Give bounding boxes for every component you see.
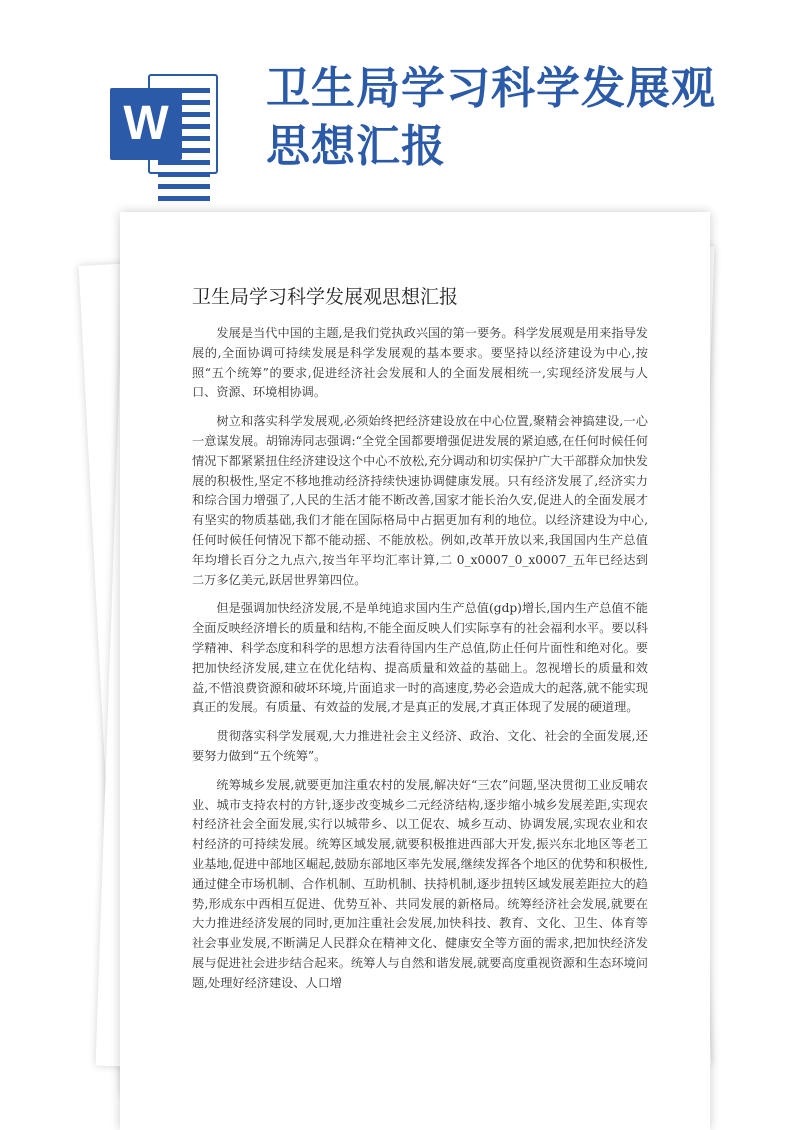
paragraph: 发展是当代中国的主题,是我们党执政兴国的第一要务。科学发展观是用来指导发展的,全面协调可持续发展是科学发展观的基本要求。要坚持以经济建设为中心,按照“五个统筹”的要求,促进经济社会发展和人的全面发展相统一,实现经济发展与人口、资源、环境相协调。: [192, 326, 648, 400]
document-page: [120, 212, 710, 1130]
banner: [0, 0, 800, 200]
document-title: 卫生局学习科学发展观思想汇报: [192, 286, 459, 308]
word-document-icon: [110, 74, 218, 174]
paragraph: 统筹城乡发展,就要更加注重农村的发展,解决好“三农”问题,坚决贯彻工业反哺农业、城市支持农村的方针,逐步改变城乡二元经济结构,逐步缩小城乡发展差距,实现农村经济社会全面发展,实行以城带乡、以工促农、城乡互动、协调发展,实现农业和农村经济的可持续发展。统筹区域发展,就要积极推进西部大开发,振兴东北地区等老工业基地,促进中部地区崛起,鼓励东部地区率先发展,继续发挥各个地区的优势和积极性,通过健全市场机制、合作机制、互助机制、扶持机制,逐步扭转区域发展差距拉大的趋势,形成东中西相互促进、优势互补、共同发展的新格局。统筹经济社会发展,就要在大力推进经济发展的同时,更加注重社会发展,加快科技、教育、文化、卫生、体育等社会事业发展,不断满足人民群众在精神文化、健康安全等方面的需求,把加快经济发展与促进社会进步结合起来。统筹人与自然和谐发展,就要高度重视资源和生态环境问题,处理好经济建设、人口增: [192, 777, 648, 990]
paragraph: 但是强调加快经济发展,不是单纯追求国内生产总值(gdp)增长,国内生产总值不能全面反映经济增长的质量和结构,不能全面反映人们实际享有的社会福利水平。要以科学精神、科学态度和科学的思想方法看待国内生产总值,防止任何片面性和绝对化。要把加快经济发展,建立在优化结构、提高质量和效益的基础上。忽视增长的质量和效益,不惜浪费资源和破坏环境,片面追求一时的高速度,势必会造成大的起落,就不能实现真正的发展。有质量、有效益的发展,才是真正的发展,才真正体现了发展的硬道理。: [192, 601, 648, 715]
paragraph: 贯彻落实科学发展观,大力推进社会主义经济、政治、文化、社会的全面发展,还要努力做到“五个统筹”。: [192, 729, 648, 763]
banner-title: 卫生局学习科学发展观思想汇报: [266, 63, 716, 172]
word-letter: W: [110, 88, 182, 160]
paragraph: 树立和落实科学发展观,必须始终把经济建设放在中心位置,聚精会神搞建设,一心一意谋发展。胡锦涛同志强调:“全党全国都要增强促进发展的紧迫感,在任何时候任何情况下都紧紧扭住经济建设这个中心不放松,充分调动和切实保护广大干部群众加快发展的积极性,坚定不移地推动经济持续快速协调健康发展。只有经济发展了,经济实力和综合国力增强了,人民的生活才能不断改善,国家才能长治久安,促进人的全面发展才有坚实的物质基础,我们才能在国际格局中占据更加有利的地位。以经济建设为中心,任何时候任何情况下都不能动摇、不能放松。例如,改革开放以来,我国国内生产总值年均增长百分之九点六,按当年平均汇率计算,二 0_x0007_0_x0007_五年已经达到二万多亿美元,跃居世界第四位。: [192, 414, 648, 587]
document-body: [192, 324, 648, 1003]
